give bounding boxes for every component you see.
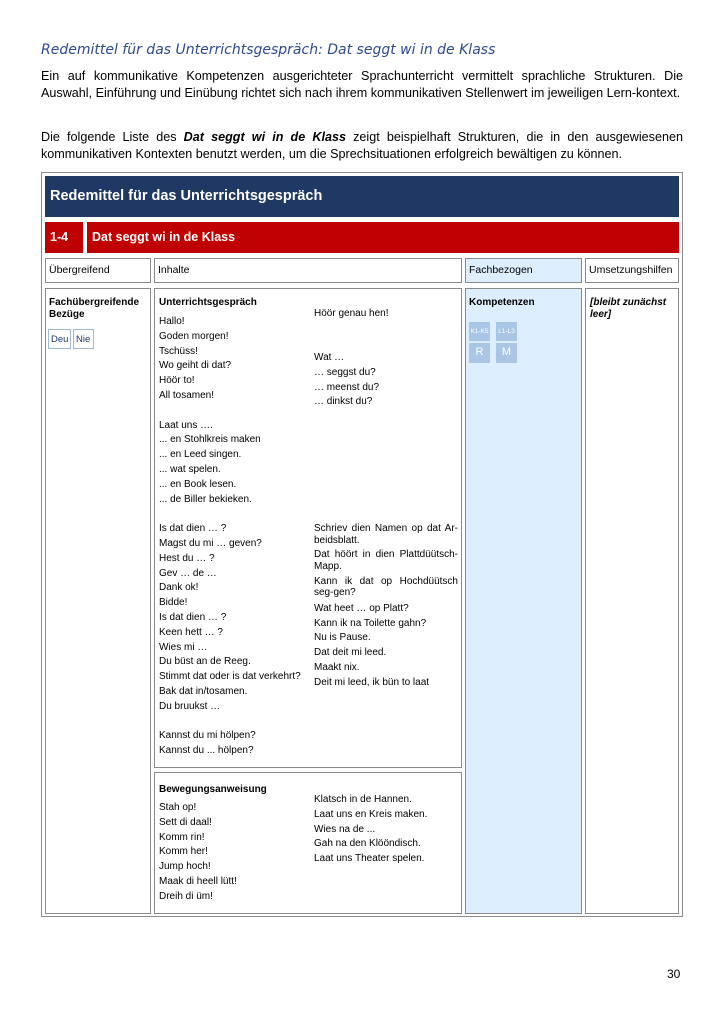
phrase: … dinkst du? [314, 396, 373, 408]
umsetzungshilfen-cell [585, 288, 679, 914]
phrase: Kannst du ... hölpen? [159, 745, 254, 757]
unit-number: 1-4 [45, 222, 83, 253]
phrase: ... wat spelen. [159, 463, 221, 475]
uebergreifend-label: Fachübergreifende Bezüge [49, 297, 140, 320]
list-intro-after: zeigt beispielhaft Strukturen, die in den ausgewiesenen kommunikativen Kontexten benutzt werden, um die Sprechsituationen erfolgreich bewältigen zu können. [41, 130, 683, 161]
table-header: Redemittel für das Unterrichtsgespräch [45, 176, 679, 217]
competence-code-k: K1-K5 [469, 322, 490, 341]
phrase: All tosamen! [159, 389, 215, 401]
phrase: ... en Book lesen. [159, 478, 237, 490]
phrase: Schriev dien Namen op dat Ar-beidsblatt. [314, 523, 458, 546]
phrase: Wat … [314, 352, 345, 363]
phrase: ... en Stohlkreis maken [159, 434, 261, 446]
competence-letter-r: R [469, 343, 490, 363]
phrase: Laat uns en Kreis maken. [314, 808, 428, 820]
phrase: Is dat dien … ? [159, 611, 227, 623]
phrase: Hallo! [159, 316, 185, 327]
subject-tag-nie: Nie [73, 329, 94, 349]
col-header-uebergreifend: Übergreifend [45, 258, 151, 283]
movement-left-column [159, 801, 309, 905]
phrase: ... en Leed singen. [159, 449, 242, 461]
phrases-right-group-3 [314, 523, 458, 691]
phrase: Laat uns …. [159, 419, 213, 431]
phrase: Komm her! [159, 846, 208, 858]
phrase: Goden morgen! [159, 330, 229, 342]
phrase: Nu is Pause. [314, 632, 371, 644]
phrase: Keen hett … ? [159, 626, 223, 638]
phrase: Höör to! [159, 375, 195, 387]
phrase: Tschüss! [159, 345, 198, 357]
phrase: Laat uns Theater spelen. [314, 853, 425, 865]
phrase: Maak di heell lütt! [159, 875, 237, 887]
phrase: … meenst du? [314, 381, 380, 393]
phrase: Jump hoch! [159, 861, 211, 873]
list-intro-paragraph [41, 129, 683, 163]
phrase: Dreih di üm! [159, 890, 213, 902]
phrase: Höör genau hen! [314, 308, 389, 319]
phrase: Deit mi leed, ik bün to laat [314, 676, 430, 688]
phrase: Stah op! [159, 802, 197, 813]
document-title: Redemittel für das Unterrichtsgespräch: Dat seggt wi in de Klass [41, 42, 496, 58]
col-header-inhalte: Inhalte [154, 258, 462, 283]
competence-letter-m: M [496, 343, 517, 363]
phrase: Dat deit mi leed. [314, 647, 387, 659]
col-header-umsetzungshilfen: Umsetzungshilfen [585, 258, 679, 283]
phrases-right-group-2 [314, 351, 458, 410]
phrase: Magst du mi … geven? [159, 537, 262, 549]
phrase: … seggst du? [314, 366, 376, 378]
phrase: Gah na den Klööndisch. [314, 838, 421, 850]
col-header-fachbezogen: Fachbezogen [465, 258, 582, 283]
competence-code-l: L1-L3 [496, 322, 517, 341]
movement-right-column [314, 793, 458, 867]
phrase: Hest du … ? [159, 552, 215, 564]
phrase: Bak dat in/tosamen. [159, 685, 248, 697]
intro-paragraph: Ein auf kommunikative Kompetenzen ausgerichteter Sprachunterricht vermittelt sprachliche Strukturen. Die Auswahl, Einführung und Einübung richtet sich nach ihrem kommunikativen Stellenwert im jeweiligen Lern-kontext. [41, 69, 683, 100]
unterrichtsgespraech-label: Unterrichtsgespräch [159, 297, 257, 308]
phrase: Wat heet … op Platt? [314, 602, 409, 614]
phrases-left-column [159, 315, 309, 759]
phrase: Kannst du mi hölpen? [159, 730, 256, 742]
umsetzungshilfen-note: [bleibt zunächst leer] [590, 297, 667, 320]
phrase: Dank ok! [159, 582, 199, 594]
phrase: Kann ik na Toilette gahn? [314, 617, 427, 629]
uebergreifend-cell [45, 288, 151, 914]
subject-tag-deu: Deu [48, 329, 71, 349]
phrase: Klatsch in de Hannen. [314, 794, 412, 805]
phrase: Is dat dien … ? [159, 523, 227, 535]
phrase: Du bruukst … [159, 700, 221, 712]
page-number: 30 [667, 967, 681, 981]
phrase: Wo geiht di dat? [159, 360, 232, 372]
phrase: Kann ik dat op Hochdüütsch seg-gen? [314, 575, 458, 599]
phrases-right-group-1 [314, 307, 458, 322]
unit-title: Dat seggt wi in de Klass [87, 222, 679, 253]
list-intro-title: Dat seggt wi in de Klass [183, 130, 346, 144]
kompetenzen-label: Kompetenzen [469, 297, 535, 308]
phrase: Sett di daal! [159, 816, 212, 828]
fachbezogen-cell [465, 288, 582, 914]
phrase: Gev … de … [159, 567, 217, 579]
phrase: Du büst an de Reeg. [159, 656, 251, 668]
list-intro-before: Die folgende Liste des [41, 130, 184, 144]
phrase: ... de Biller bekieken. [159, 493, 252, 505]
phrase: Bidde! [159, 597, 188, 609]
phrase: Stimmt dat oder is dat verkehrt? [159, 671, 301, 683]
phrase: Maakt nix. [314, 662, 360, 674]
phrase: Komm rin! [159, 831, 205, 843]
phrase: Dat höört in dien Plattdüütsch-Mapp. [314, 549, 458, 572]
phrase: Wies na de ... [314, 823, 376, 835]
bewegungsanweisung-label: Bewegungsanweisung [159, 784, 267, 795]
phrase: Wies mi … [159, 641, 208, 653]
